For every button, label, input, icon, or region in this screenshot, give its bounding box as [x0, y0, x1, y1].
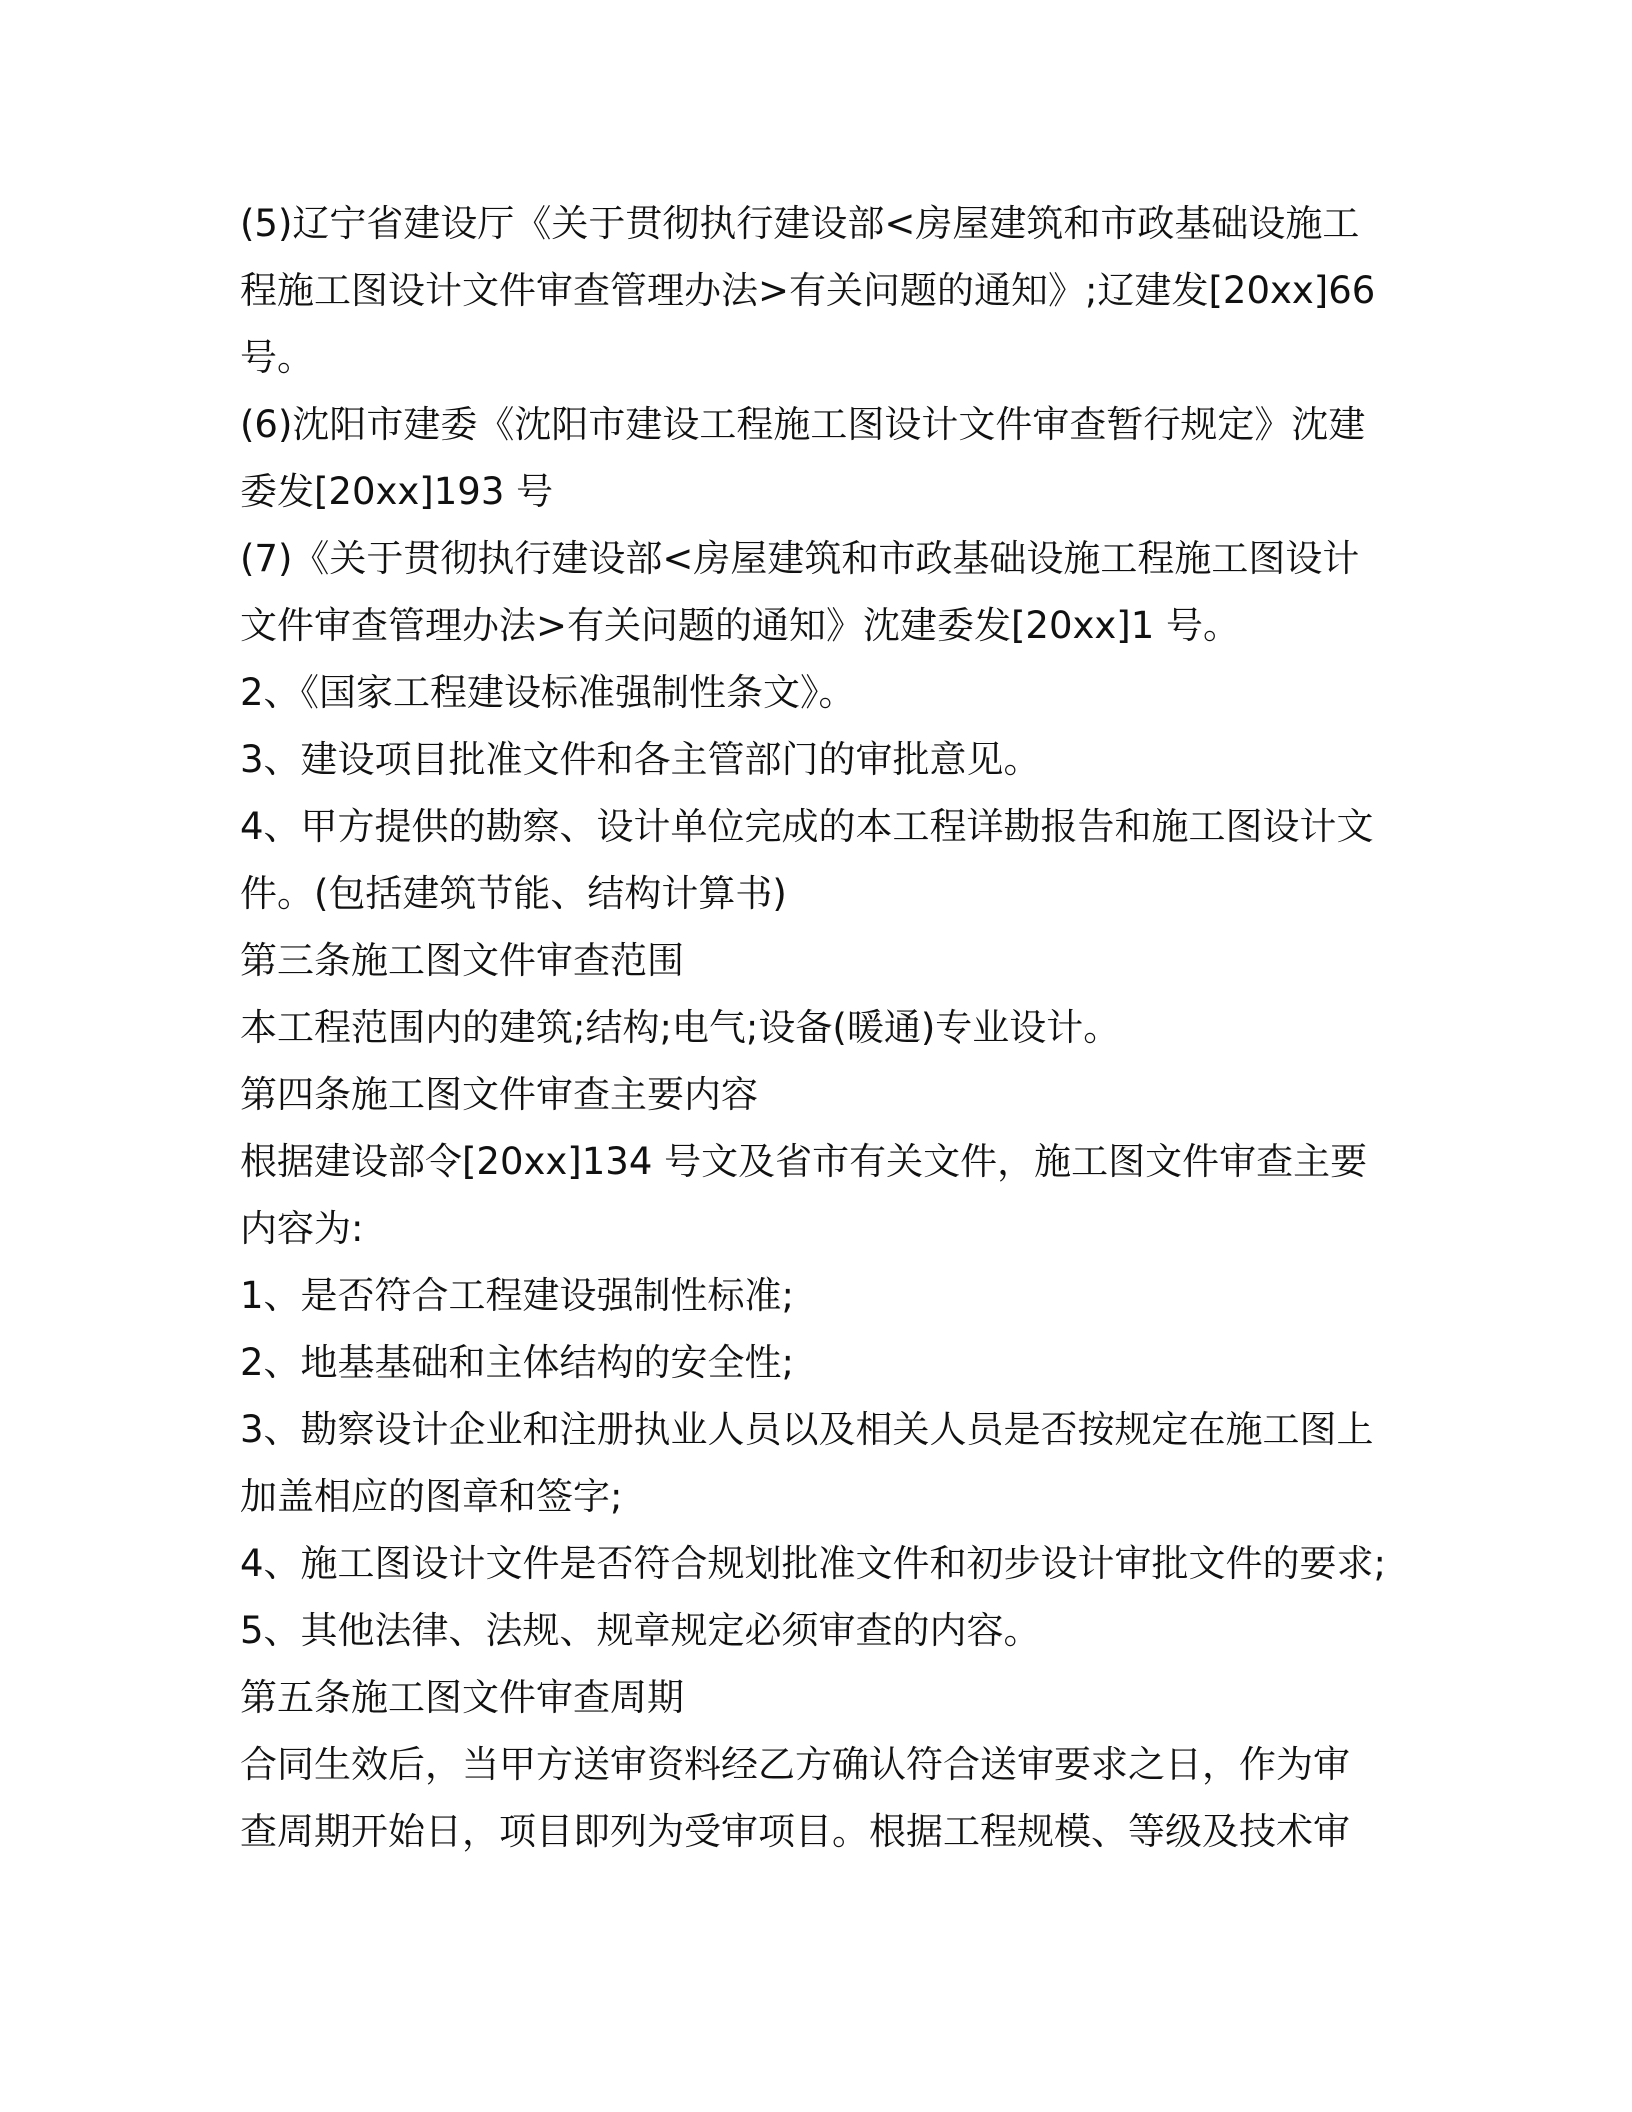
list-item: 3、勘察设计企业和注册执业人员以及相关人员是否按规定在施工图上: [240, 1408, 1374, 1451]
text-line: 3、建设项目批准文件和各主管部门的审批意见。: [240, 738, 1041, 781]
text-line: 文件审查管理办法>有关问题的通知》沈建委发[20xx]1 号。: [240, 604, 1241, 647]
text-line: 加盖相应的图章和签字;: [240, 1475, 623, 1518]
list-item: 4、施工图设计文件是否符合规划批准文件和初步设计审批文件的要求;: [240, 1542, 1387, 1585]
text-line: (6)沈阳市建委《沈阳市建设工程施工图设计文件审查暂行规定》沈建: [240, 403, 1366, 446]
section-heading: 第五条施工图文件审查周期: [240, 1676, 684, 1719]
list-item: 1、是否符合工程建设强制性标准;: [240, 1274, 795, 1317]
text-line: 程施工图设计文件审查管理办法>有关问题的通知》;辽建发[20xx]66: [240, 269, 1376, 312]
text-line: 合同生效后，当甲方送审资料经乙方确认符合送审要求之日，作为审: [240, 1743, 1350, 1786]
text-line: (5)辽宁省建设厅《关于贯彻执行建设部<房屋建筑和市政基础设施工: [240, 202, 1360, 245]
text-line: 内容为:: [240, 1207, 364, 1250]
text-line: 委发[20xx]193 号: [240, 470, 554, 513]
text-line: 本工程范围内的建筑;结构;电气;设备(暖通)专业设计。: [240, 1006, 1121, 1049]
text-line: 2、《国家工程建设标准强制性条文》。: [240, 671, 856, 714]
section-heading: 第四条施工图文件审查主要内容: [240, 1073, 758, 1116]
text-line: 查周期开始日，项目即列为受审项目。根据工程规模、等级及技术审: [240, 1810, 1350, 1853]
list-item: 2、地基基础和主体结构的安全性;: [240, 1341, 795, 1384]
document-body: [240, 190, 1400, 1865]
text-line: 号。: [240, 336, 314, 379]
text-line: 根据建设部令[20xx]134 号文及省市有关文件，施工图文件审查主要: [240, 1140, 1368, 1183]
text-line: 件。(包括建筑节能、结构计算书): [240, 872, 787, 915]
text-line: 4、甲方提供的勘察、设计单位完成的本工程详勘报告和施工图设计文: [240, 805, 1374, 848]
text-line: (7)《关于贯彻执行建设部<房屋建筑和市政基础设施工程施工图设计: [240, 537, 1360, 580]
list-item: 5、其他法律、法规、规章规定必须审查的内容。: [240, 1609, 1041, 1652]
section-heading: 第三条施工图文件审查范围: [240, 939, 684, 982]
